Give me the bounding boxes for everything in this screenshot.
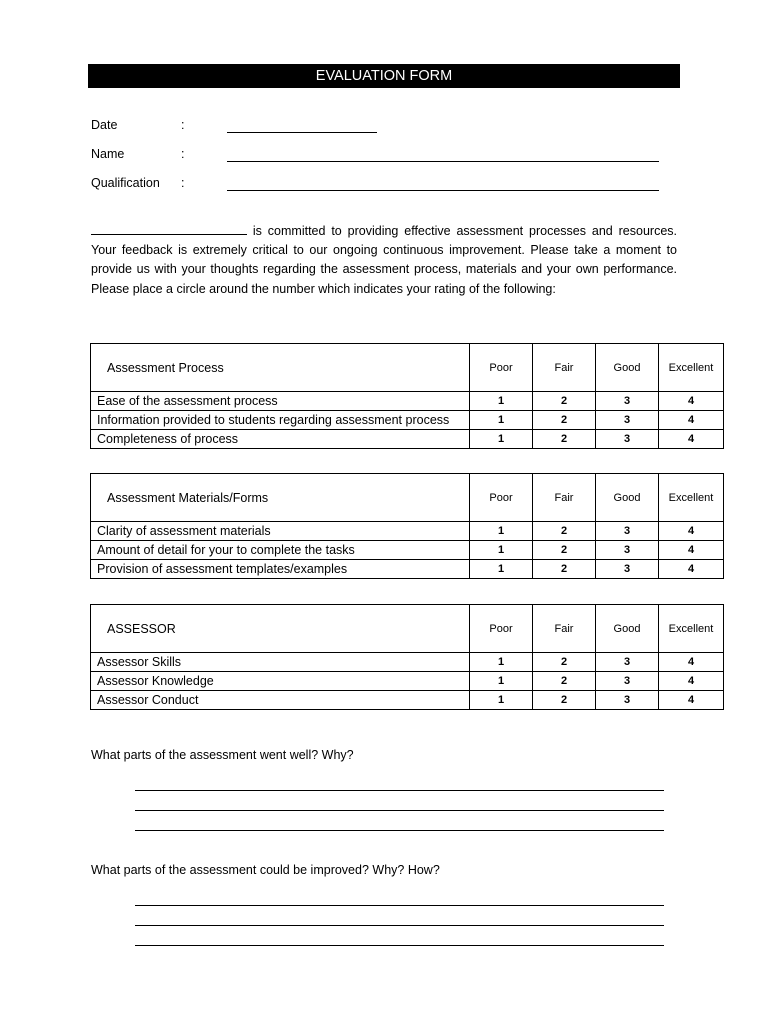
item-label: Amount of detail for your to complete the tasks (91, 541, 470, 560)
rating-option-1[interactable]: 1 (470, 691, 533, 710)
column-excellent: Excellent (659, 605, 724, 653)
table-row (91, 522, 724, 541)
item-label: Completeness of process (91, 430, 470, 449)
rating-option-3[interactable]: 3 (596, 653, 659, 672)
question-could-improve: What parts of the assessment could be improved? Why? How? (91, 863, 440, 877)
answer-line[interactable] (135, 830, 664, 831)
section-title: Assessment Materials/Forms (91, 474, 470, 522)
column-fair: Fair (533, 474, 596, 522)
rating-option-4[interactable]: 4 (659, 541, 724, 560)
rating-option-3[interactable]: 3 (596, 411, 659, 430)
rating-option-1[interactable]: 1 (470, 653, 533, 672)
form-title: EVALUATION FORM (88, 64, 680, 88)
date-colon: : (181, 118, 185, 132)
rating-option-4[interactable]: 4 (659, 691, 724, 710)
column-excellent: Excellent (659, 474, 724, 522)
rating-option-2[interactable]: 2 (533, 672, 596, 691)
answer-line[interactable] (135, 905, 664, 906)
qualification-input-line[interactable] (227, 190, 659, 191)
rating-option-1[interactable]: 1 (470, 672, 533, 691)
rating-option-3[interactable]: 3 (596, 560, 659, 579)
assessment-process-table (90, 343, 724, 449)
item-label: Ease of the assessment process (91, 392, 470, 411)
rating-option-1[interactable]: 1 (470, 541, 533, 560)
rating-option-2[interactable]: 2 (533, 392, 596, 411)
rating-option-1[interactable]: 1 (470, 560, 533, 579)
table-row (91, 691, 724, 710)
column-poor: Poor (470, 474, 533, 522)
qualification-label: Qualification (91, 176, 160, 190)
column-fair: Fair (533, 605, 596, 653)
rating-option-4[interactable]: 4 (659, 522, 724, 541)
section-title: Assessment Process (91, 344, 470, 392)
organisation-name-blank[interactable] (91, 222, 247, 235)
table-row (91, 672, 724, 691)
rating-option-4[interactable]: 4 (659, 411, 724, 430)
item-label: Provision of assessment templates/examples (91, 560, 470, 579)
rating-option-2[interactable]: 2 (533, 541, 596, 560)
rating-option-1[interactable]: 1 (470, 411, 533, 430)
item-label: Assessor Skills (91, 653, 470, 672)
rating-option-1[interactable]: 1 (470, 522, 533, 541)
column-good: Good (596, 474, 659, 522)
rating-option-3[interactable]: 3 (596, 541, 659, 560)
rating-option-4[interactable]: 4 (659, 392, 724, 411)
assessor-table (90, 604, 724, 710)
question-went-well: What parts of the assessment went well? Why? (91, 748, 354, 762)
column-poor: Poor (470, 605, 533, 653)
date-label: Date (91, 118, 118, 132)
intro-paragraph (91, 222, 677, 299)
answer-line[interactable] (135, 790, 664, 791)
intro-text: is committed to providing effective assessment processes and resources. Your feedback is extremely critical to our ongoing continuous improvement. Please take a moment to provide us with your thoughts regarding the assessment process, materials and your own performance. Please place a circle around the number which indicates your rating of the following: (91, 224, 677, 296)
section-title: ASSESSOR (91, 605, 470, 653)
rating-option-2[interactable]: 2 (533, 411, 596, 430)
rating-option-2[interactable]: 2 (533, 653, 596, 672)
rating-option-4[interactable]: 4 (659, 430, 724, 449)
rating-option-3[interactable]: 3 (596, 430, 659, 449)
assessment-materials-table (90, 473, 724, 579)
rating-option-3[interactable]: 3 (596, 691, 659, 710)
answer-line[interactable] (135, 945, 664, 946)
item-label: Assessor Knowledge (91, 672, 470, 691)
name-label: Name (91, 147, 125, 161)
rating-option-4[interactable]: 4 (659, 560, 724, 579)
rating-option-2[interactable]: 2 (533, 430, 596, 449)
table-row (91, 560, 724, 579)
column-excellent: Excellent (659, 344, 724, 392)
rating-option-2[interactable]: 2 (533, 560, 596, 579)
date-input-line[interactable] (227, 132, 377, 133)
table-row (91, 392, 724, 411)
rating-option-1[interactable]: 1 (470, 392, 533, 411)
qualification-colon: : (181, 176, 185, 190)
rating-option-3[interactable]: 3 (596, 672, 659, 691)
rating-option-2[interactable]: 2 (533, 691, 596, 710)
table-row (91, 653, 724, 672)
rating-option-4[interactable]: 4 (659, 653, 724, 672)
item-label: Assessor Conduct (91, 691, 470, 710)
table-row (91, 411, 724, 430)
table-row (91, 541, 724, 560)
item-label: Clarity of assessment materials (91, 522, 470, 541)
name-colon: : (181, 147, 185, 161)
column-fair: Fair (533, 344, 596, 392)
column-good: Good (596, 605, 659, 653)
table-row (91, 430, 724, 449)
column-poor: Poor (470, 344, 533, 392)
column-good: Good (596, 344, 659, 392)
name-input-line[interactable] (227, 161, 659, 162)
rating-option-4[interactable]: 4 (659, 672, 724, 691)
rating-option-1[interactable]: 1 (470, 430, 533, 449)
answer-line[interactable] (135, 810, 664, 811)
item-label: Information provided to students regarding assessment process (91, 411, 470, 430)
rating-option-2[interactable]: 2 (533, 522, 596, 541)
answer-line[interactable] (135, 925, 664, 926)
rating-option-3[interactable]: 3 (596, 522, 659, 541)
rating-option-3[interactable]: 3 (596, 392, 659, 411)
